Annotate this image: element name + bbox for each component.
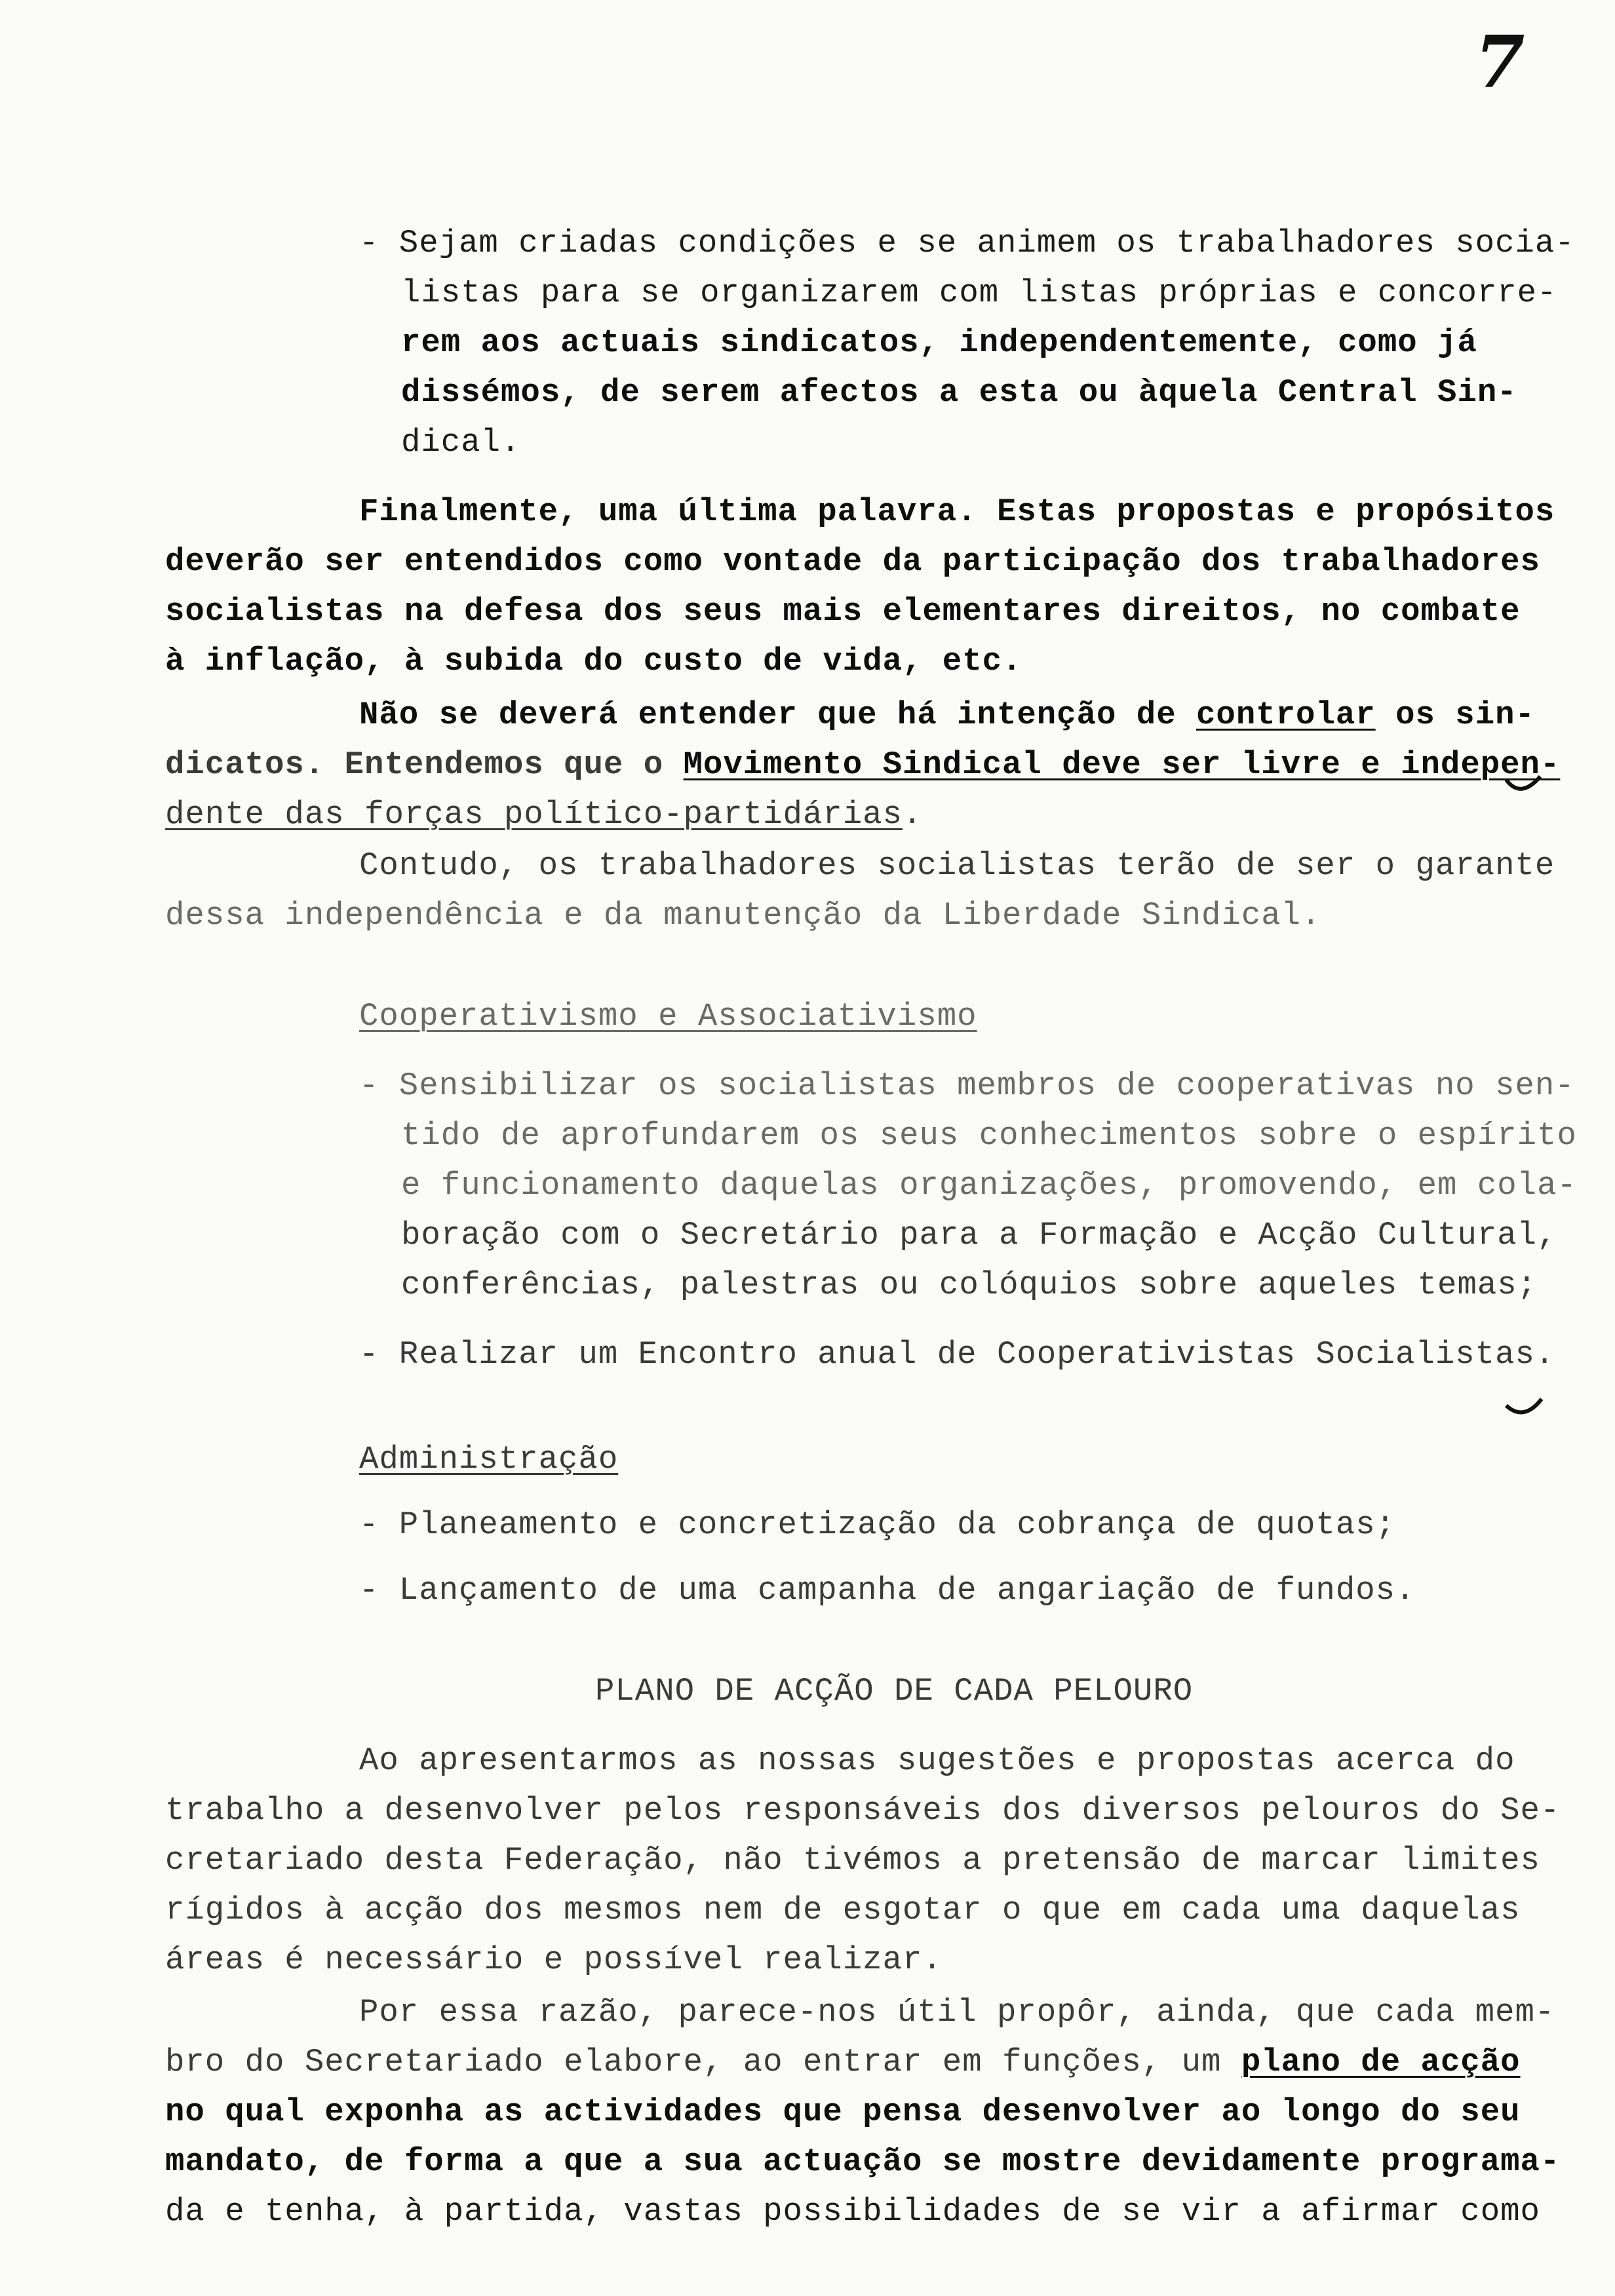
text-line: Por essa razão, parece-nos útil propôr, ainda, que cada mem- xyxy=(359,1994,1555,2031)
text-line xyxy=(165,744,1560,785)
text-line: dessa independência e da manutenção da Liberdade Sindical. xyxy=(165,897,1321,934)
text-line: Contudo, os trabalhadores socialistas terão de ser o garante xyxy=(359,847,1555,884)
text-line xyxy=(165,794,922,835)
underlined-text: Movimento Sindical deve ser livre e indepen- xyxy=(683,746,1561,783)
margin-mark xyxy=(1501,767,1547,806)
text-segment: Não se deverá entender que há intenção de xyxy=(359,697,1197,733)
text-segment: os sin- xyxy=(1375,697,1535,733)
page-number: 7 xyxy=(1475,20,1525,104)
text-line: e funcionamento daquelas organizações, promovendo, em cola- xyxy=(401,1167,1577,1204)
text-line: no qual exponha as actividades que pensa desenvolver ao longo do seu xyxy=(165,2094,1521,2130)
text-line: - Realizar um Encontro anual de Cooperativistas Socialistas. xyxy=(359,1336,1555,1373)
text-line: áreas é necessário e possível realizar. xyxy=(165,1942,943,1978)
text-line: - Sensibilizar os socialistas membros de cooperativas no sen- xyxy=(359,1067,1575,1104)
text-line xyxy=(359,695,1535,735)
text-line: da e tenha, à partida, vastas possibilidades de se vir a afirmar como xyxy=(165,2193,1540,2230)
text-line: Ao apresentarmos as nossas sugestões e propostas acerca do xyxy=(359,1742,1515,1779)
text-line: listas para se organizarem com listas próprias e concorre- xyxy=(401,275,1557,311)
text-line: trabalho a desenvolver pelos responsáveis dos diversos pelouros do Se- xyxy=(165,1792,1561,1829)
text-segment: bro do Secretariado elabore, ao entrar em funções, um xyxy=(165,2044,1241,2080)
text-line: rígidos à acção dos mesmos nem de esgotar o que em cada uma daquelas xyxy=(165,1892,1521,1928)
text-line xyxy=(165,2042,1521,2082)
text-line: dical. xyxy=(401,424,521,461)
text-line: - Sejam criadas condições e se animem os trabalhadores socia- xyxy=(359,225,1575,261)
section-heading: Cooperativismo e Associativismo xyxy=(359,998,977,1035)
underlined-text: dente das forças político-partidárias xyxy=(165,796,903,833)
section-title: PLANO DE ACÇÃO DE CADA PELOURO xyxy=(595,1673,1194,1710)
underlined-text: controlar xyxy=(1196,697,1376,733)
text-line: dissémos, de serem afectos a esta ou àquela Central Sin- xyxy=(401,374,1517,411)
text-line: cretariado desta Federação, não tivémos a pretensão de marcar limites xyxy=(165,1842,1540,1879)
text-line: à inflação, à subida do custo de vida, etc. xyxy=(165,643,1022,679)
text-line: tido de aprofundarem os seus conhecimentos sobre o espírito xyxy=(401,1117,1577,1154)
text-line: socialistas na defesa dos seus mais elementares direitos, no combate xyxy=(165,593,1521,630)
text-line: conferências, palestras ou colóquios sobre aqueles temas; xyxy=(401,1267,1538,1303)
text-line: boração com o Secretário para a Formação e Acção Cultural, xyxy=(401,1217,1557,1253)
text-line: rem aos actuais sindicatos, independentemente, como já xyxy=(401,324,1477,361)
text-line: mandato, de forma a que a sua actuação se mostre devidamente programa- xyxy=(165,2143,1561,2180)
underlined-text: plano de acção xyxy=(1241,2044,1521,2080)
text-line: - Lançamento de uma campanha de angariação de fundos. xyxy=(359,1572,1416,1609)
text-segment: . xyxy=(902,796,923,833)
text-line: - Planeamento e concretização da cobrança de quotas; xyxy=(359,1506,1396,1543)
section-heading: Administração xyxy=(359,1441,619,1478)
text-line: deverão ser entendidos como vontade da participação dos trabalhadores xyxy=(165,543,1540,580)
text-segment: dicatos. Entendemos que o xyxy=(165,746,684,783)
text-line: Finalmente, uma última palavra. Estas propostas e propósitos xyxy=(359,493,1555,530)
margin-mark xyxy=(1501,1392,1547,1432)
